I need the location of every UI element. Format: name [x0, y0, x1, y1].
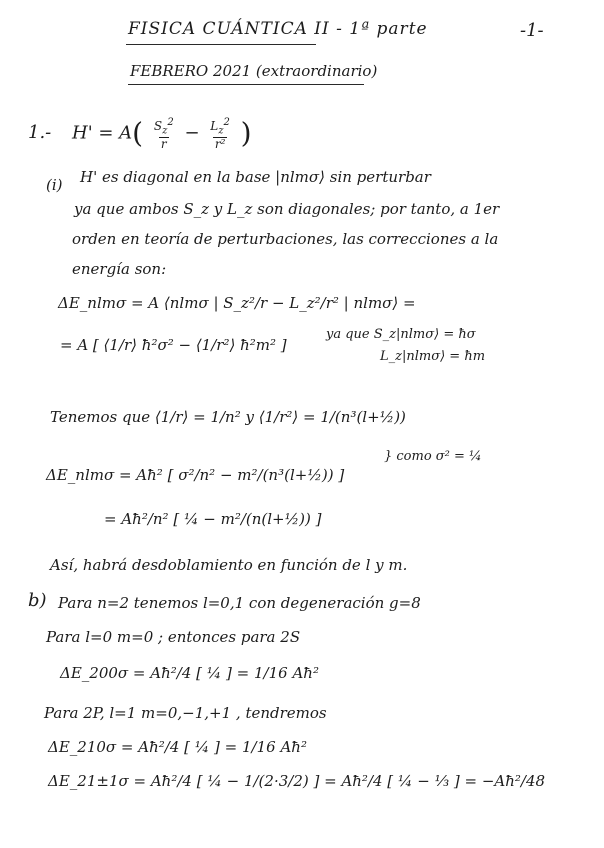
splitting-conclusion: Así, habrá desdoblamiento en función de l y m. [50, 556, 408, 574]
date-underline [128, 84, 364, 85]
part-i-label: (i) [46, 176, 63, 194]
exam-date: FEBRERO 2021 (extraordinario) [130, 62, 378, 80]
side-note-lz: L_z|nlmσ⟩ = ħm [380, 349, 486, 364]
case-2s: Para l=0 m=0 ; entonces para 2S [46, 628, 301, 646]
energy-200: ΔE_200σ = Aħ²/4 [ ¼ ] = 1/16 Aħ² [60, 664, 319, 682]
text-line-2: ya que ambos S_z y L_z son diagonales; por tanto, a 1er [74, 200, 500, 218]
text-line-4: energía son: [72, 260, 167, 278]
side-note-sz: ya que S_z|nlmσ⟩ = ħσ [326, 327, 476, 342]
page-number: -1- [520, 20, 544, 41]
expectation-values: Tenemos que ⟨1/r⟩ = 1/n² y ⟨1/r²⟩ = 1/(n³(l+½)) [50, 408, 406, 426]
energy-210: ΔE_210σ = Aħ²/4 [ ¼ ] = 1/16 Aħ² [48, 738, 307, 756]
problem-label: 1.- [28, 122, 52, 143]
page-title: FISICA CUÁNTICA II - 1ª parte [128, 19, 428, 39]
text-line-1: H' es diagonal en la base |nlmσ⟩ sin perturbar [80, 168, 431, 186]
sigma-note: } como σ² = ¼ [384, 449, 482, 464]
result-first-form: ΔE_nlmσ = Aħ² [ σ²/n² − m²/(n³(l+½)) ] [46, 466, 345, 484]
case-2p: Para 2P, l=1 m=0,−1,+1 , tendremos [44, 704, 327, 722]
delta-e-expansion: = A [ ⟨1/r⟩ ħ²σ² − ⟨1/r²⟩ ħ²m² ] [60, 336, 287, 354]
hamiltonian-equation: H' = A( $\frac{S_z^2}{r}$ − $\frac{L_z^2}{\text{r²}}$ ) [72, 116, 252, 152]
result-second-form: = Aħ²/n² [ ¼ − m²/(n(l+½)) ] [104, 510, 322, 528]
energy-21pm1: ΔE_21±1σ = Aħ²/4 [ ¼ − 1/(2·3/2) ] = Aħ²/4 [ ¼ − ⅓ ] = −Aħ²/48 [48, 772, 546, 790]
delta-e-definition: ΔE_nlmσ = A ⟨nlmσ | S_z²/r − L_z²/r² | nlmσ⟩ = [58, 294, 416, 312]
part-b-intro: Para n=2 tenemos l=0,1 con degeneración g=8 [58, 594, 421, 612]
text-line-3: orden en teoría de perturbaciones, las correcciones a la [72, 230, 499, 248]
part-b-label: b) [28, 590, 47, 611]
title-underline [126, 44, 316, 45]
